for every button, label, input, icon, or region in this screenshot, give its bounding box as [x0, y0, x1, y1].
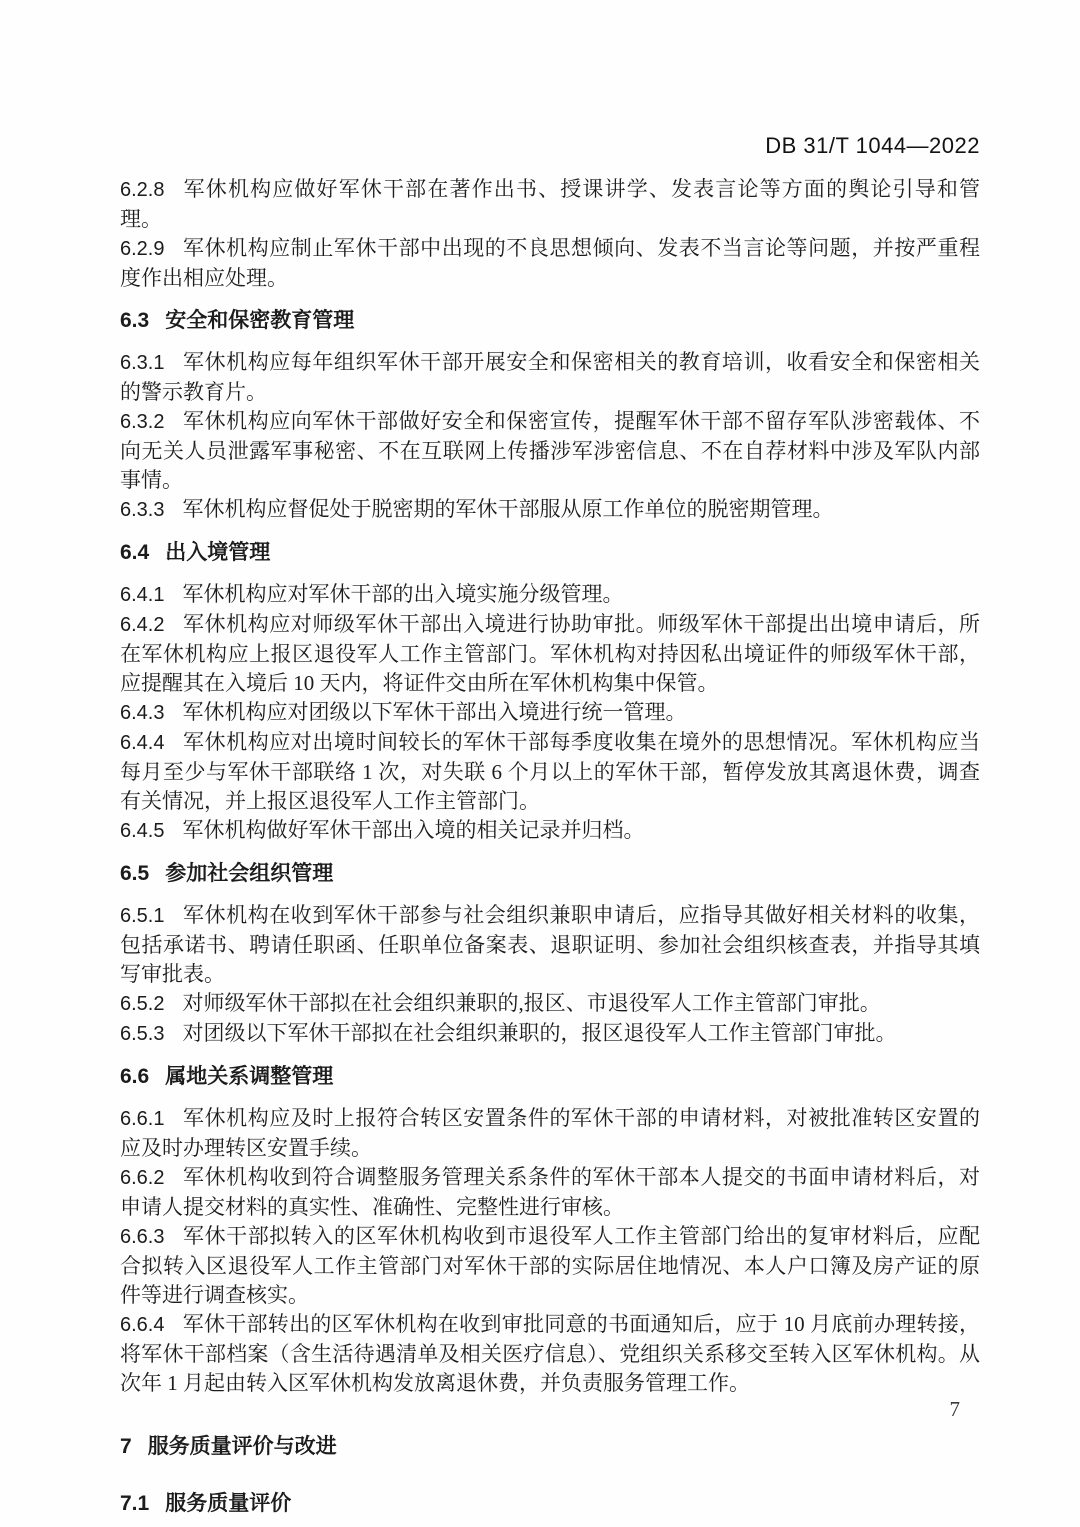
clause-text: 出入境管理	[165, 541, 271, 564]
clause-6.4.3	[120, 698, 980, 728]
clause-text: 军休机构收到符合调整服务管理关系条件的军休干部本人提交的书面申请材料后，对申请人提交材料的真实性、准确性、完整性进行审核。	[120, 1165, 980, 1219]
page-header	[120, 133, 980, 159]
clause-number: 6.4.4	[120, 732, 165, 754]
clause-text: 对团级以下军休干部拟在社会组织兼职的，报区退役军人工作主管部门审批。	[182, 1021, 897, 1045]
clause-6.5.1	[120, 901, 980, 989]
clause-number: 6.5	[120, 862, 150, 885]
clause-number: 6.2.9	[120, 238, 165, 260]
section-heading-6.3	[120, 306, 980, 335]
clause-6.3.3	[120, 495, 980, 525]
page-footer	[950, 1395, 961, 1424]
section-heading-7.1	[120, 1489, 980, 1518]
clause-6.6.4	[120, 1310, 980, 1398]
clause-text: 服务质量评价与改进	[147, 1435, 337, 1458]
clause-text: 军休机构应向军休干部做好安全和保密宣传，提醒军休干部不留存军队涉密载体、不向无关人员泄露军事秘密、不在互联网上传播涉军涉密信息、不在自荐材料中涉及军队内部事情。	[120, 409, 980, 492]
clause-text: 属地关系调整管理	[165, 1065, 334, 1088]
clause-text: 军休机构应督促处于脱密期的军休干部服从原工作单位的脱密期管理。	[182, 497, 834, 521]
clause-6.6.2	[120, 1163, 980, 1222]
clause-number: 6.3	[120, 309, 150, 332]
clause-text: 军休机构应对团级以下军休干部出入境进行统一管理。	[182, 700, 687, 724]
clause-number: 6.5.3	[120, 1023, 165, 1045]
clause-text: 军休机构应及时上报符合转区安置条件的军休干部的申请材料，对被批准转区安置的应及时办理转区安置手续。	[120, 1106, 980, 1160]
clause-6.5.2	[120, 989, 980, 1019]
clause-number: 6.3.1	[120, 352, 165, 374]
section-heading-6.4	[120, 538, 980, 567]
clause-number: 6.4.5	[120, 820, 165, 842]
clause-number: 6.4.2	[120, 614, 165, 636]
clause-number: 7.1	[120, 1492, 150, 1515]
doc-code: DB 31/T 1044—2022	[765, 133, 980, 158]
section-heading-6.6	[120, 1062, 980, 1091]
clause-text: 对师级军休干部拟在社会组织兼职的,报区、市退役军人工作主管部门审批。	[182, 991, 881, 1015]
section-heading-6.5	[120, 859, 980, 888]
document-body	[120, 175, 980, 1518]
clause-number: 6.4	[120, 541, 150, 564]
clause-number: 6.6	[120, 1065, 150, 1088]
clause-6.4.2	[120, 610, 980, 698]
clause-number: 6.4.1	[120, 584, 165, 606]
clause-text: 安全和保密教育管理	[165, 309, 355, 332]
clause-text: 服务质量评价	[165, 1492, 292, 1515]
clause-number: 6.3.3	[120, 499, 165, 521]
clause-6.4.5	[120, 816, 980, 846]
clause-6.2.8	[120, 175, 980, 234]
clause-number: 6.4.3	[120, 702, 165, 724]
clause-text: 军休机构应制止军休干部中出现的不良思想倾向、发表不当言论等问题，并按严重程度作出相应处理。	[120, 236, 980, 290]
clause-text: 军休机构应对出境时间较长的军休干部每季度收集在境外的思想情况。军休机构应当每月至少与军休干部联络 1 次，对失联 6 个月以上的军休干部，暂停发放其离退休费，调查有关情况，并上报区退役军人工作主管部门。	[120, 730, 980, 813]
clause-number: 6.5.2	[120, 993, 165, 1015]
clause-6.4.1	[120, 580, 980, 610]
clause-6.4.4	[120, 728, 980, 816]
clause-6.3.2	[120, 407, 980, 495]
clause-6.3.1	[120, 348, 980, 407]
clause-text: 军休机构做好军休干部出入境的相关记录并归档。	[182, 818, 645, 842]
clause-text: 军休机构应对师级军休干部出入境进行协助审批。师级军休干部提出出境申请后，所在军休机构应上报区退役军人工作主管部门。军休机构对持因私出境证件的师级军休干部，应提醒其在入境后 10 天内，将证件交由所在军休机构集中保管。	[120, 612, 980, 695]
clause-text: 军休干部拟转入的区军休机构收到市退役军人工作主管部门给出的复审材料后，应配合拟转入区退役军人工作主管部门对军休干部的实际居住地情况、本人户口簿及房产证的原件等进行调查核实。	[120, 1224, 980, 1307]
chapter-heading-7	[120, 1432, 980, 1461]
clause-6.6.1	[120, 1104, 980, 1163]
clause-number: 7	[120, 1435, 132, 1458]
clause-number: 6.2.8	[120, 179, 165, 201]
clause-6.5.3	[120, 1019, 980, 1049]
clause-text: 军休机构应每年组织军休干部开展安全和保密相关的教育培训，收看安全和保密相关的警示教育片。	[120, 350, 980, 404]
clause-number: 6.6.2	[120, 1167, 165, 1189]
page-number: 7	[949, 1397, 960, 1421]
clause-number: 6.6.1	[120, 1108, 165, 1130]
clause-number: 6.5.1	[120, 905, 165, 927]
clause-number: 6.6.3	[120, 1226, 165, 1248]
clause-6.6.3	[120, 1222, 980, 1310]
clause-text: 军休机构在收到军休干部参与社会组织兼职申请后，应指导其做好相关材料的收集，包括承诺书、聘请任职函、任职单位备案表、退职证明、参加社会组织核查表，并指导其填写审批表。	[120, 903, 980, 986]
clause-number: 6.6.4	[120, 1314, 165, 1336]
clause-text: 军休机构应做好军休干部在著作出书、授课讲学、发表言论等方面的舆论引导和管理。	[120, 177, 980, 231]
clause-text: 军休机构应对军休干部的出入境实施分级管理。	[182, 582, 624, 606]
clause-number: 6.3.2	[120, 411, 165, 433]
clause-text: 参加社会组织管理	[165, 862, 334, 885]
clause-6.2.9	[120, 234, 980, 293]
clause-text: 军休干部转出的区军休机构在收到审批同意的书面通知后，应于 10 月底前办理转接，将军休干部档案（含生活待遇清单及相关医疗信息）、党组织关系移交至转入区军休机构。从次年 1 月起由转入区军休机构发放离退休费，并负责服务管理工作。	[120, 1312, 980, 1395]
